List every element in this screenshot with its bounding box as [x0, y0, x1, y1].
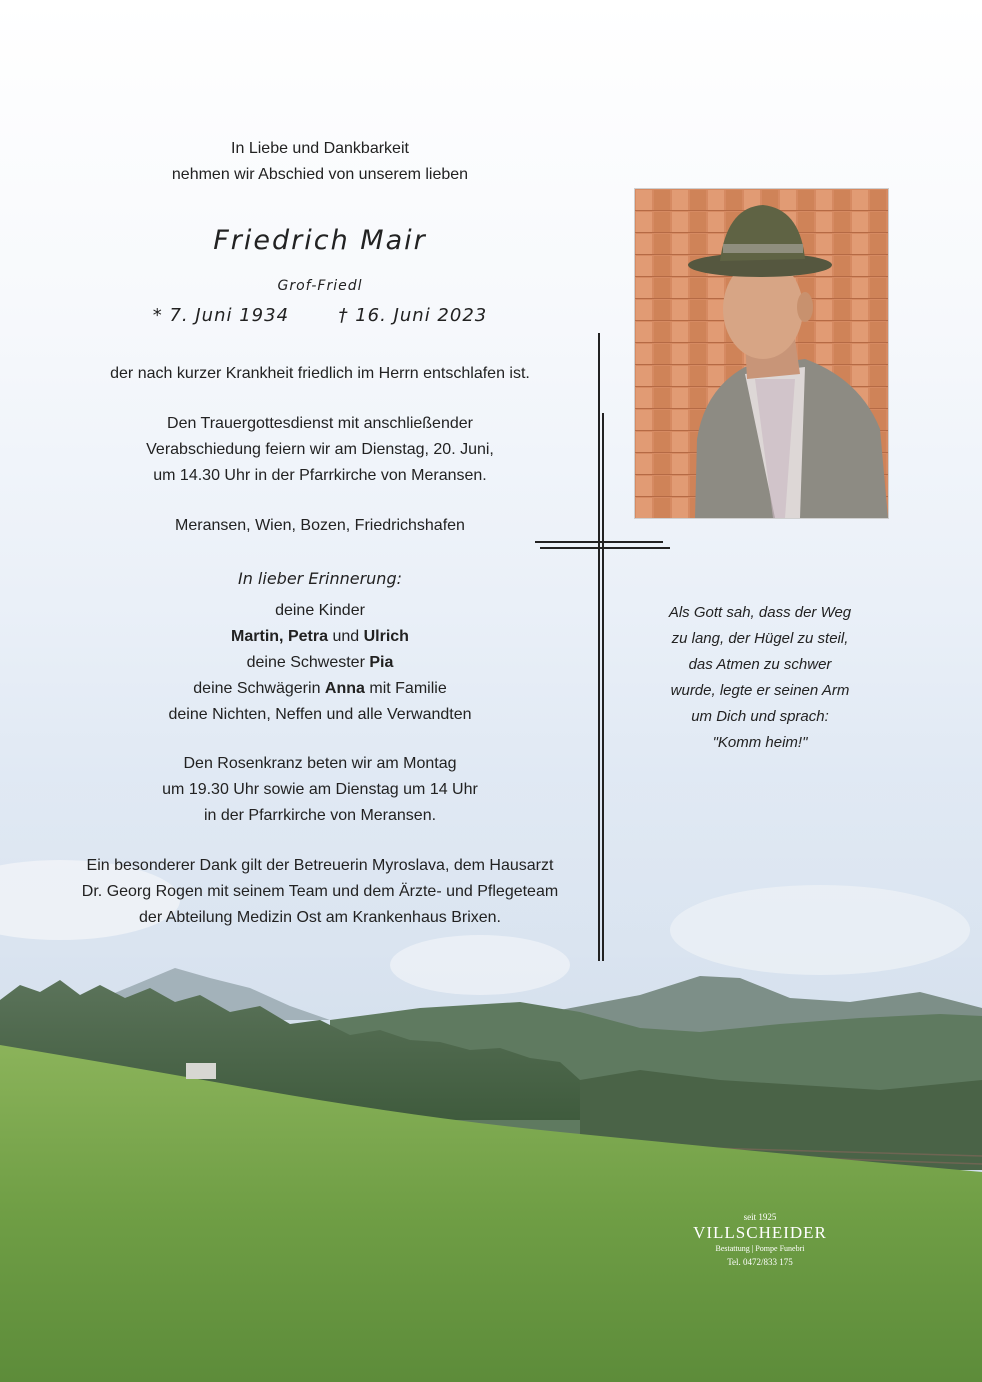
sister-in-law-suffix: mit Familie — [369, 680, 447, 697]
conjunction: und — [332, 628, 360, 645]
deceased-nickname: Grof-Friedl — [277, 278, 363, 294]
quote-line: "Komm heim!" — [712, 734, 808, 751]
deceased-portrait — [634, 188, 889, 519]
rosary-line: um 19.30 Uhr sowie am Dienstag um 14 Uhr — [162, 781, 478, 798]
relatives-line: deine Nichten, Neffen und alle Verwandten — [168, 706, 472, 723]
quote-line: zu lang, der Hügel zu steil, — [671, 630, 849, 647]
memorial-quote — [640, 600, 880, 756]
rosary-line: Den Rosenkranz beten wir am Montag — [183, 755, 457, 772]
passing-text: der nach kurzer Krankheit friedlich im Herrn entschlafen ist. — [110, 365, 530, 382]
sister-in-law-label: deine Schwägerin — [193, 680, 321, 697]
mourners-heading: In lieber Erinnerung: — [237, 569, 402, 588]
quote-line: wurde, legte er seinen Arm — [670, 682, 850, 699]
deceased-name: Friedrich Mair — [213, 225, 427, 256]
death-date: † 16. Juni 2023 — [338, 305, 488, 326]
children-label: deine Kinder — [275, 602, 365, 619]
sister-in-law-line — [60, 676, 580, 702]
child-name: Ulrich — [363, 628, 409, 645]
sister-in-law-name: Anna — [324, 680, 365, 697]
thanks-line: Dr. Georg Rogen mit seinem Team und dem Ärzte- und Pflegeteam — [81, 883, 559, 900]
logo-phone: Tel. 0472/833 175 — [727, 1257, 793, 1267]
service-line: Verabschiedung feiern wir am Dienstag, 20. Juni, — [146, 441, 494, 458]
service-line: um 14.30 Uhr in der Pfarrkirche von Meransen. — [153, 467, 487, 484]
birth-date: * 7. Juni 1934 — [152, 305, 290, 326]
rosary-line: in der Pfarrkirche von Meransen. — [203, 807, 437, 824]
logo-name: VILLSCHEIDER — [693, 1223, 827, 1242]
child-name: Martin, — [231, 628, 284, 645]
thanks-line: Ein besonderer Dank gilt der Betreuerin Myroslava, dem Hausarzt — [86, 857, 554, 874]
thanks-line: der Abteilung Medizin Ost am Krankenhaus Brixen. — [139, 909, 501, 926]
quote-line: das Atmen zu schwer — [688, 656, 832, 673]
child-name: Petra — [287, 628, 328, 645]
life-dates — [60, 302, 580, 330]
thanks-block — [60, 853, 580, 931]
service-block — [60, 411, 580, 489]
logo-since: seit 1925 — [743, 1212, 777, 1222]
sister-line — [60, 650, 580, 676]
quote-line: um Dich und sprach: — [691, 708, 829, 725]
sister-name: Pia — [369, 654, 394, 671]
intro-line: nehmen wir Abschied von unserem lieben — [171, 166, 469, 183]
rosary-block — [60, 751, 580, 829]
quote-line: Als Gott sah, dass der Weg — [668, 604, 852, 621]
mourners-block — [60, 598, 580, 728]
children-names — [60, 624, 580, 650]
intro-block — [60, 136, 580, 188]
intro-line: In Liebe und Dankbarkeit — [231, 140, 409, 157]
sister-label: deine Schwester — [246, 654, 365, 671]
logo-tagline: Bestattung | Pompe Funebri — [715, 1244, 805, 1253]
service-line: Den Trauergottesdienst mit anschließender — [167, 415, 473, 432]
funeral-home-logo — [690, 1212, 830, 1269]
places-text: Meransen, Wien, Bozen, Friedrichshafen — [175, 517, 465, 534]
